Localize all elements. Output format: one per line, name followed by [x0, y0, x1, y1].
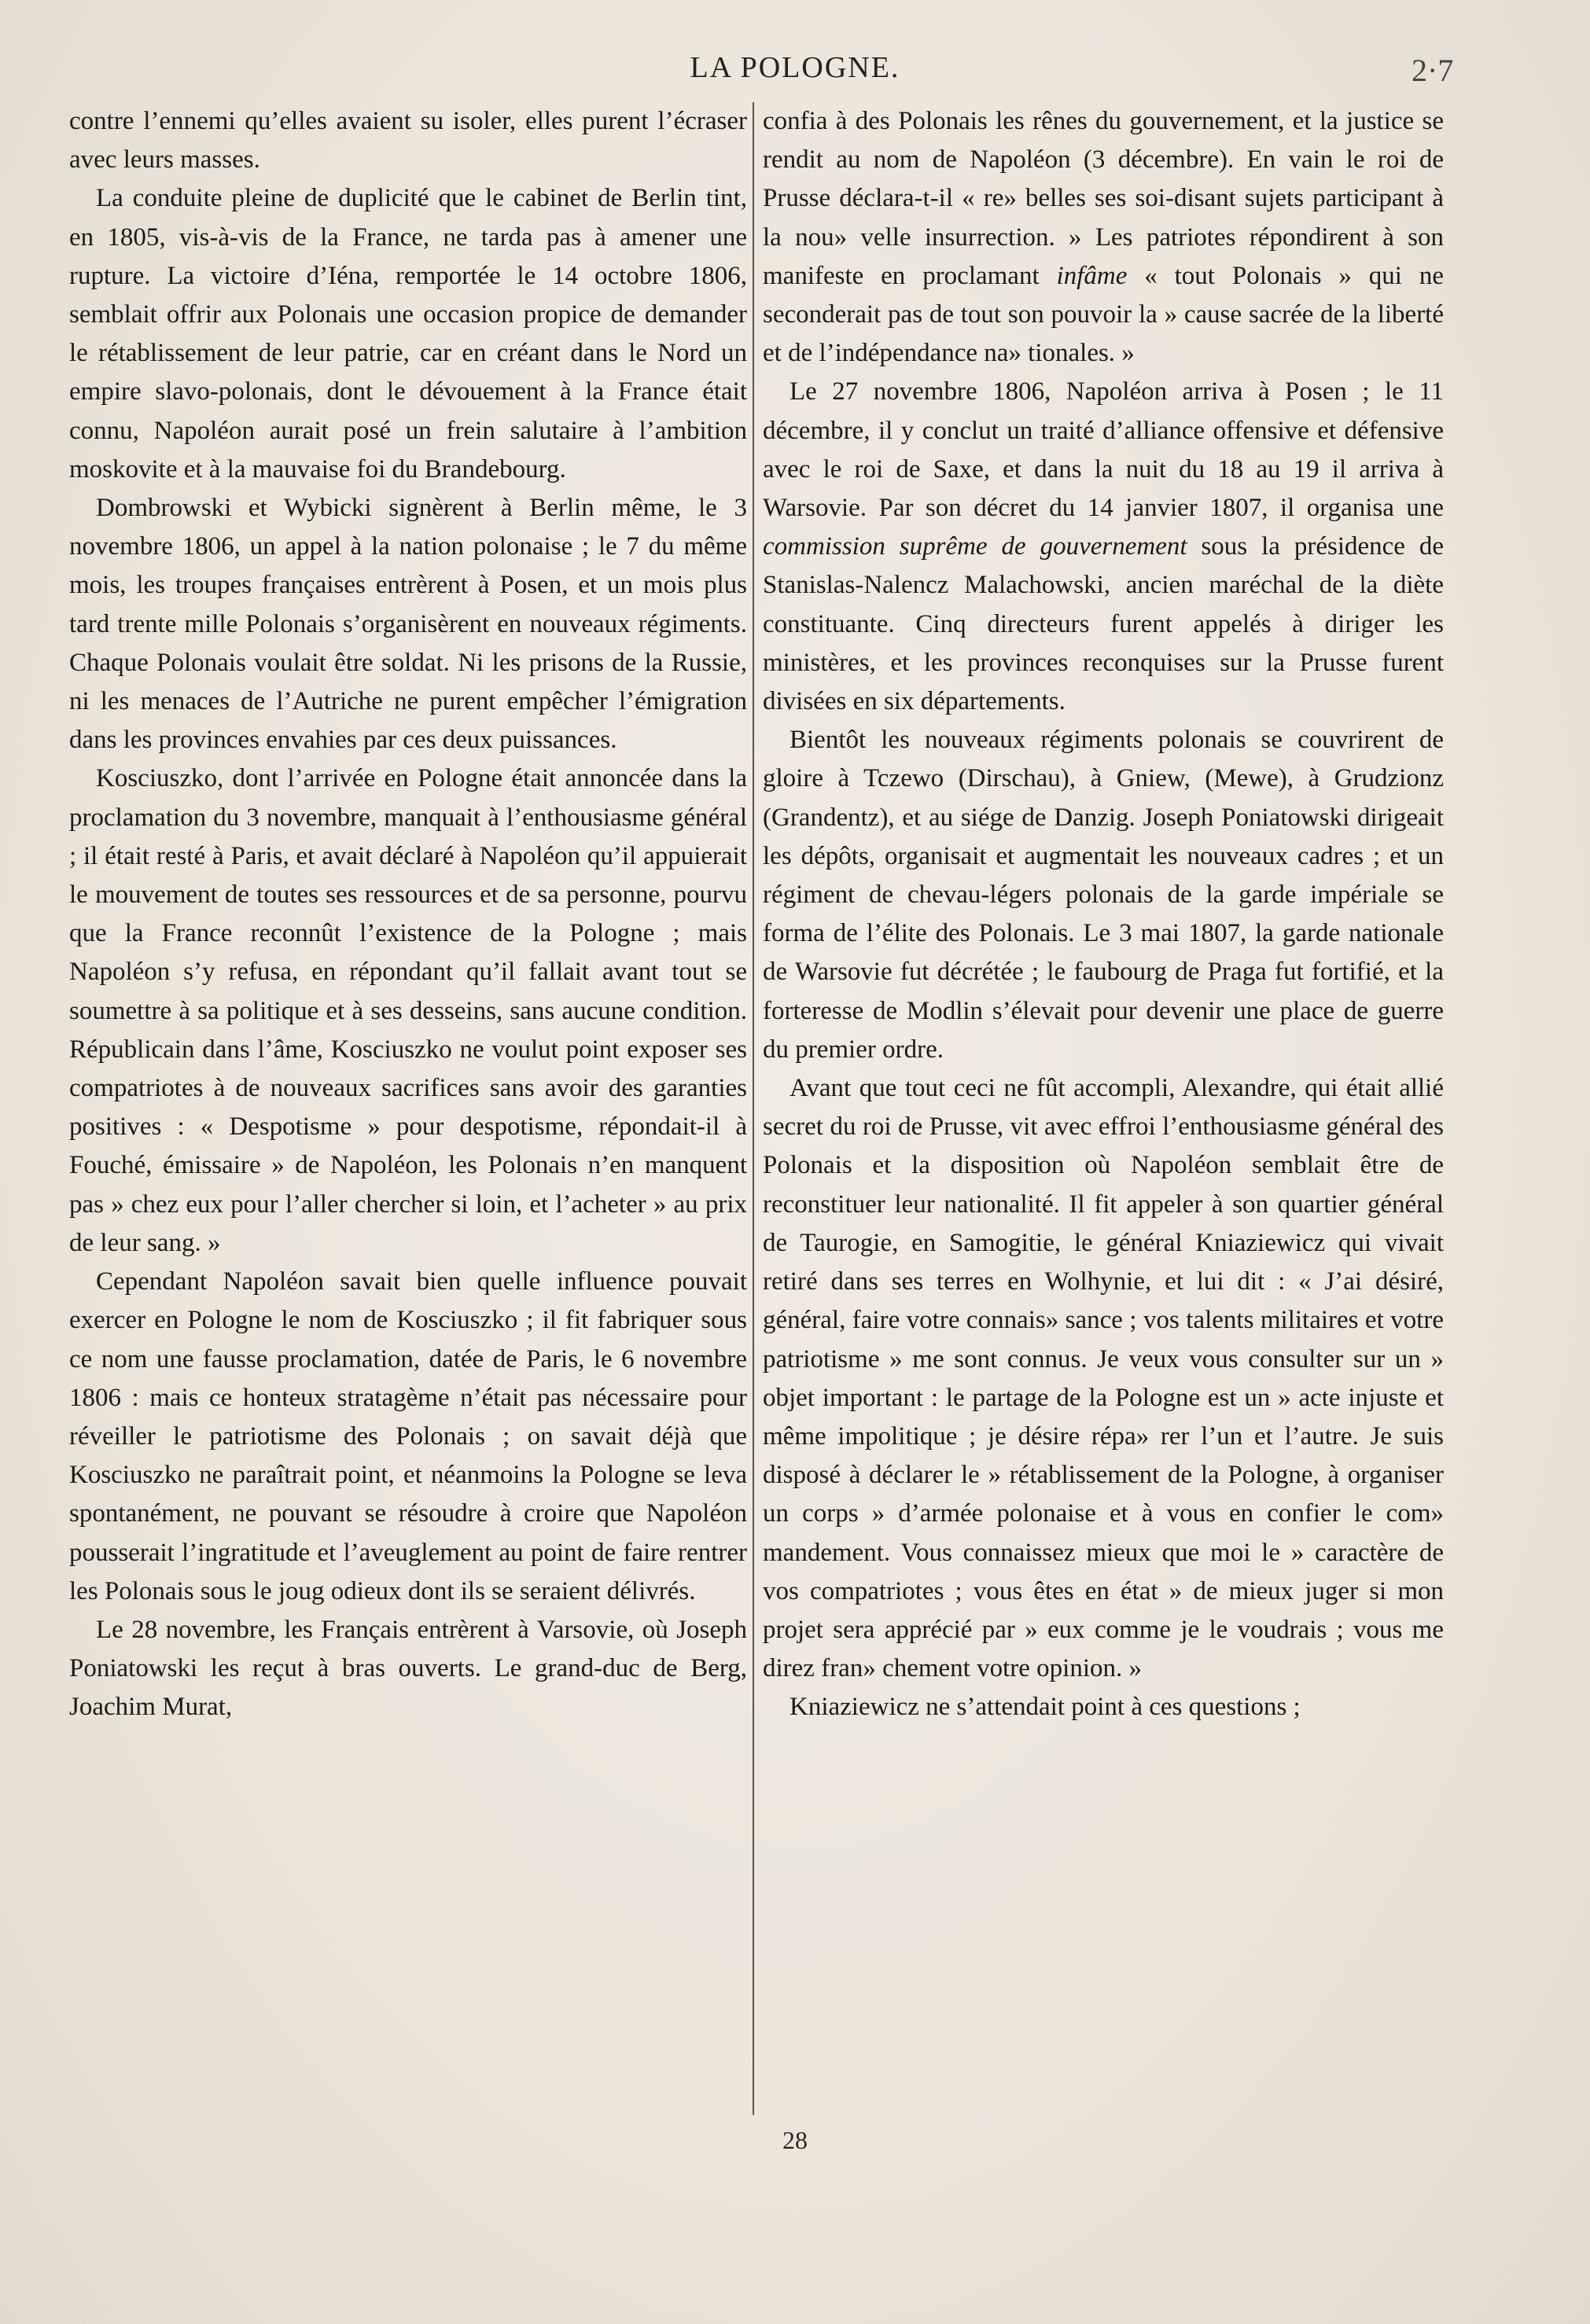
paragraph-text: confia à des Polonais les rênes du gouvernement, et la justice se rendit au nom de Napoléon (3 décembre). En vain le roi de Prusse déclara-t-il « re» belles ses soi-disant sujets participant à la nou» velle insurrection. » Les patriotes répondirent à son manifeste en proclamant	[763, 107, 1444, 290]
paragraph: Le 28 novembre, les Français entrèrent à Varsovie, où Joseph Poniatowski les reçut à bras ouverts. Le grand-duc de Berg, Joachim Murat,	[69, 1615, 747, 1722]
paragraph	[763, 102, 1444, 373]
right-column	[763, 102, 1444, 1727]
paragraph: contre l’ennemi qu’elles avaient su isoler, elles purent l’écraser avec leurs masses.	[69, 107, 747, 175]
paragraph	[763, 373, 1444, 721]
paragraph: Bientôt les nouveaux régiments polonais se couvrirent de gloire à Tczewo (Dirschau), à Gniew, (Mewe), à Grudzionz (Grandentz), et au siége de Danzig. Joseph Poniatowski dirigeait les dépôts, organisait et augmentait les nouveaux cadres ; et un régiment de chevau-légers polonais de la garde impériale se forma de l’élite des Polonais. Le 3 mai 1807, la garde nationale de Warsovie fut décrétée ; le faubourg de Praga fut fortifié, et la forteresse de Modlin s’élevait pour devenir une place de guerre du premier ordre.	[763, 726, 1444, 1064]
paragraph-text: sous la présidence de Stanislas-Nalencz Malachowski, ancien maréchal de la diète constituante. Cinq directeurs furent appelés à diriger les ministères, et les provinces reconquises sur la Prusse furent divisées en six départements.	[763, 532, 1445, 716]
paragraph: Cependant Napoléon savait bien quelle influence pouvait exercer en Pologne le nom de Kosciuszko ; il fit fabriquer sous ce nom une fausse proclamation, datée de Paris, le 6 novembre 1806 : mais ce honteux stratagème n’était pas nécessaire pour réveiller le patriotisme des Polonais ; on savait déjà que Kosciuszko ne paraîtrait point, et néanmoins la Pologne se leva spontanément, ne pouvant se résoudre à croire que Napoléon pousserait l’ingratitude et l’aveuglement au point de faire rentrer les Polonais sous le joug odieux dont ils se seraient délivrés.	[69, 1267, 747, 1605]
column-divider	[753, 102, 754, 2115]
emphasis-text: infâme	[1056, 261, 1128, 290]
paragraph: Avant que tout ceci ne fût accompli, Alexandre, qui était allié secret du roi de Prusse, vit avec effroi l’enthousiasme général des Polonais et la disposition où Napoléon semblait être de reconstituer leur nationalité. Il fit appeler à son quartier général de Taurogie, en Samogitie, le général Kniaziewicz qui vivait retiré dans ses terres en Wolhynie, et lui dit : « J’ai désiré, général, faire votre connais» sance ; vos talents militaires et votre patriotisme » me sont connus. Je veux vous consulter sur un » objet important : le partage de la Pologne est un » acte injuste et même impolitique ; je désire répa» rer l’un et l’autre. Je suis disposé à déclarer le » rétablissement de la Pologne, à organiser un corps » d’armée polonaise et à vous en confier le com» mandement. Vous connaissez mieux que moi le » caractère de vos compatriotes ; vous êtes en état » de mieux juger si mon projet sera apprécié par » eux comme je le voudrais ; vous me direz fran» chement votre opinion. »	[763, 1074, 1444, 1683]
paragraph: Dombrowski et Wybicki signèrent à Berlin même, le 3 novembre 1806, un appel à la nation polonaise ; le 7 du même mois, les troupes françaises entrèrent à Posen, et un mois plus tard trente mille Polonais s’organisèrent en nouveaux régiments. Chaque Polonais voulait être soldat. Ni les prisons de la Russie, ni les menaces de l’Autriche ne purent empêcher l’émigration dans les provinces envahies par ces deux puissances.	[69, 494, 747, 755]
left-column	[69, 102, 747, 1727]
emphasis-text: commission suprême de gouvernement	[763, 532, 1187, 561]
paragraph: Kosciuszko, dont l’arrivée en Pologne était annoncée dans la proclamation du 3 novembre, manquait à l’enthousiasme général ; il était resté à Paris, et avait déclaré à Napoléon qu’il appuierait le mouvement de toutes ses ressources et de sa personne, pourvu que la France reconnût l’existence de la Pologne ; mais Napoléon s’y refusa, en répondant qu’il fallait avant tout se soumettre à sa politique et à ses desseins, sans aucune condition. Républicain dans l’âme, Kosciuszko ne voulut point exposer ses compatriotes à de nouveaux sacrifices sans avoir des garanties positives : « Despotisme » pour despotisme, répondait-il à Fouché, émissaire » de Napoléon, les Polonais n’en manquent pas » chez eux pour l’aller chercher si loin, et l’acheter » au prix de leur sang. »	[69, 764, 747, 1257]
running-title: LA POLOGNE.	[690, 51, 900, 84]
paragraph-text: « tout Polonais » qui ne seconderait pas de tout son pouvoir la » cause sacrée de la liberté et de l’indépendance na» tionales. »	[763, 261, 1444, 368]
paragraph: Kniaziewicz ne s’attendait point à ces questions ;	[789, 1693, 1301, 1722]
signature-mark: 28	[782, 2126, 808, 2154]
paragraph: La conduite pleine de duplicité que le cabinet de Berlin tint, en 1805, vis-à-vis de la France, ne tarda pas à amener une rupture. La victoire d’Iéna, remportée le 14 octobre 1806, semblait offrir aux Polonais une occasion propice de demander le rétablissement de leur patrie, car en créant dans le Nord un empire slavo-polonais, dont le dévouement à la France était connu, Napoléon aurait posé un frein salutaire à l’ambition moskovite et à la mauvaise foi du Brandebourg.	[69, 184, 747, 484]
paragraph-text: Le 27 novembre 1806, Napoléon arriva à Posen ; le 11 décembre, il y conclut un traité d’alliance offensive et défensive avec le roi de Saxe, et dans la nuit du 18 au 19 il arriva à Warsovie. Par son décret du 14 janvier 1807, il organisa une	[763, 377, 1444, 523]
page-number: 2·7	[1411, 53, 1454, 88]
